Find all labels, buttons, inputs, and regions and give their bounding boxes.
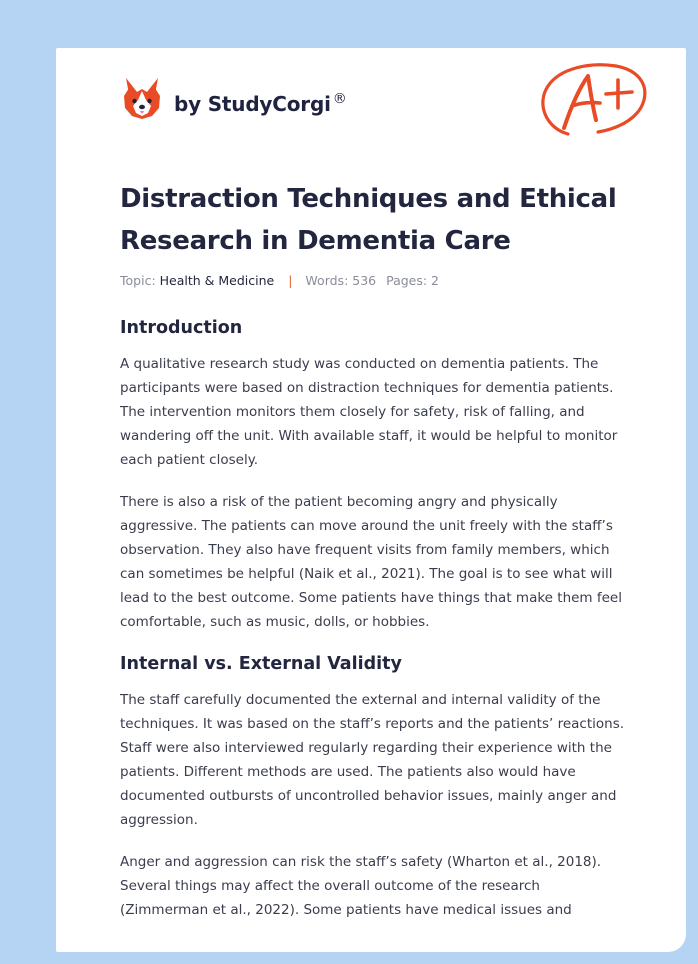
document-page: [56, 48, 686, 952]
paragraph: A qualitative research study was conducted on dementia patients. The participants were based on distraction techniques for dementia patients. The intervention monitors them closely for safety, risk of falling, and wandering off the unit. With available staff, it would be helpful to monitor each patient closely.: [120, 356, 618, 468]
document-content: [120, 178, 630, 922]
topic-label: Topic:: [120, 273, 156, 288]
section-heading-validity: Internal vs. External Validity: [120, 654, 402, 674]
paragraph: The staff carefully documented the external and internal validity of the techniques. It was based on the staff’s reports and the patients’ reactions. Staff were also interviewed regularly regarding their experience with the patients. Different methods are used. The patients also would have documented outbursts of uncontrolled behavior issues, mainly anger and aggression.: [120, 692, 625, 828]
topic-link[interactable]: Health & Medicine: [159, 273, 275, 288]
studycorgi-logo[interactable]: [122, 76, 347, 120]
document-title: Distraction Techniques and Ethical Research in Dementia Care: [120, 184, 617, 256]
a-plus-grade-icon: [538, 58, 650, 140]
brand-name: by StudyCorgi ®: [174, 90, 347, 116]
meta-separator: |: [288, 273, 293, 288]
page-count: Pages: 2: [386, 273, 440, 288]
word-count: Words: 536: [305, 273, 377, 288]
page-header: [56, 48, 686, 168]
document-meta: [120, 272, 630, 290]
section-heading-introduction: Introduction: [120, 318, 243, 338]
corgi-icon: [122, 76, 162, 120]
paragraph: Anger and aggression can risk the staff’s safety (Wharton et al., 2018). Several things may affect the overall outcome of the research (Zimmerman et al., 2022). Some patients have medical issues and: [120, 854, 602, 918]
registered-mark: ®: [332, 90, 347, 107]
paragraph: There is also a risk of the patient becoming angry and physically aggressive. The patients can move around the unit freely with the staff’s observation. They also have frequent visits from family members, which can sometimes be helpful (Naik et al., 2021). The goal is to see what will lead to the best outcome. Some patients have things that make them feel comfortable, such as music, dolls, or hobbies.: [120, 494, 622, 630]
